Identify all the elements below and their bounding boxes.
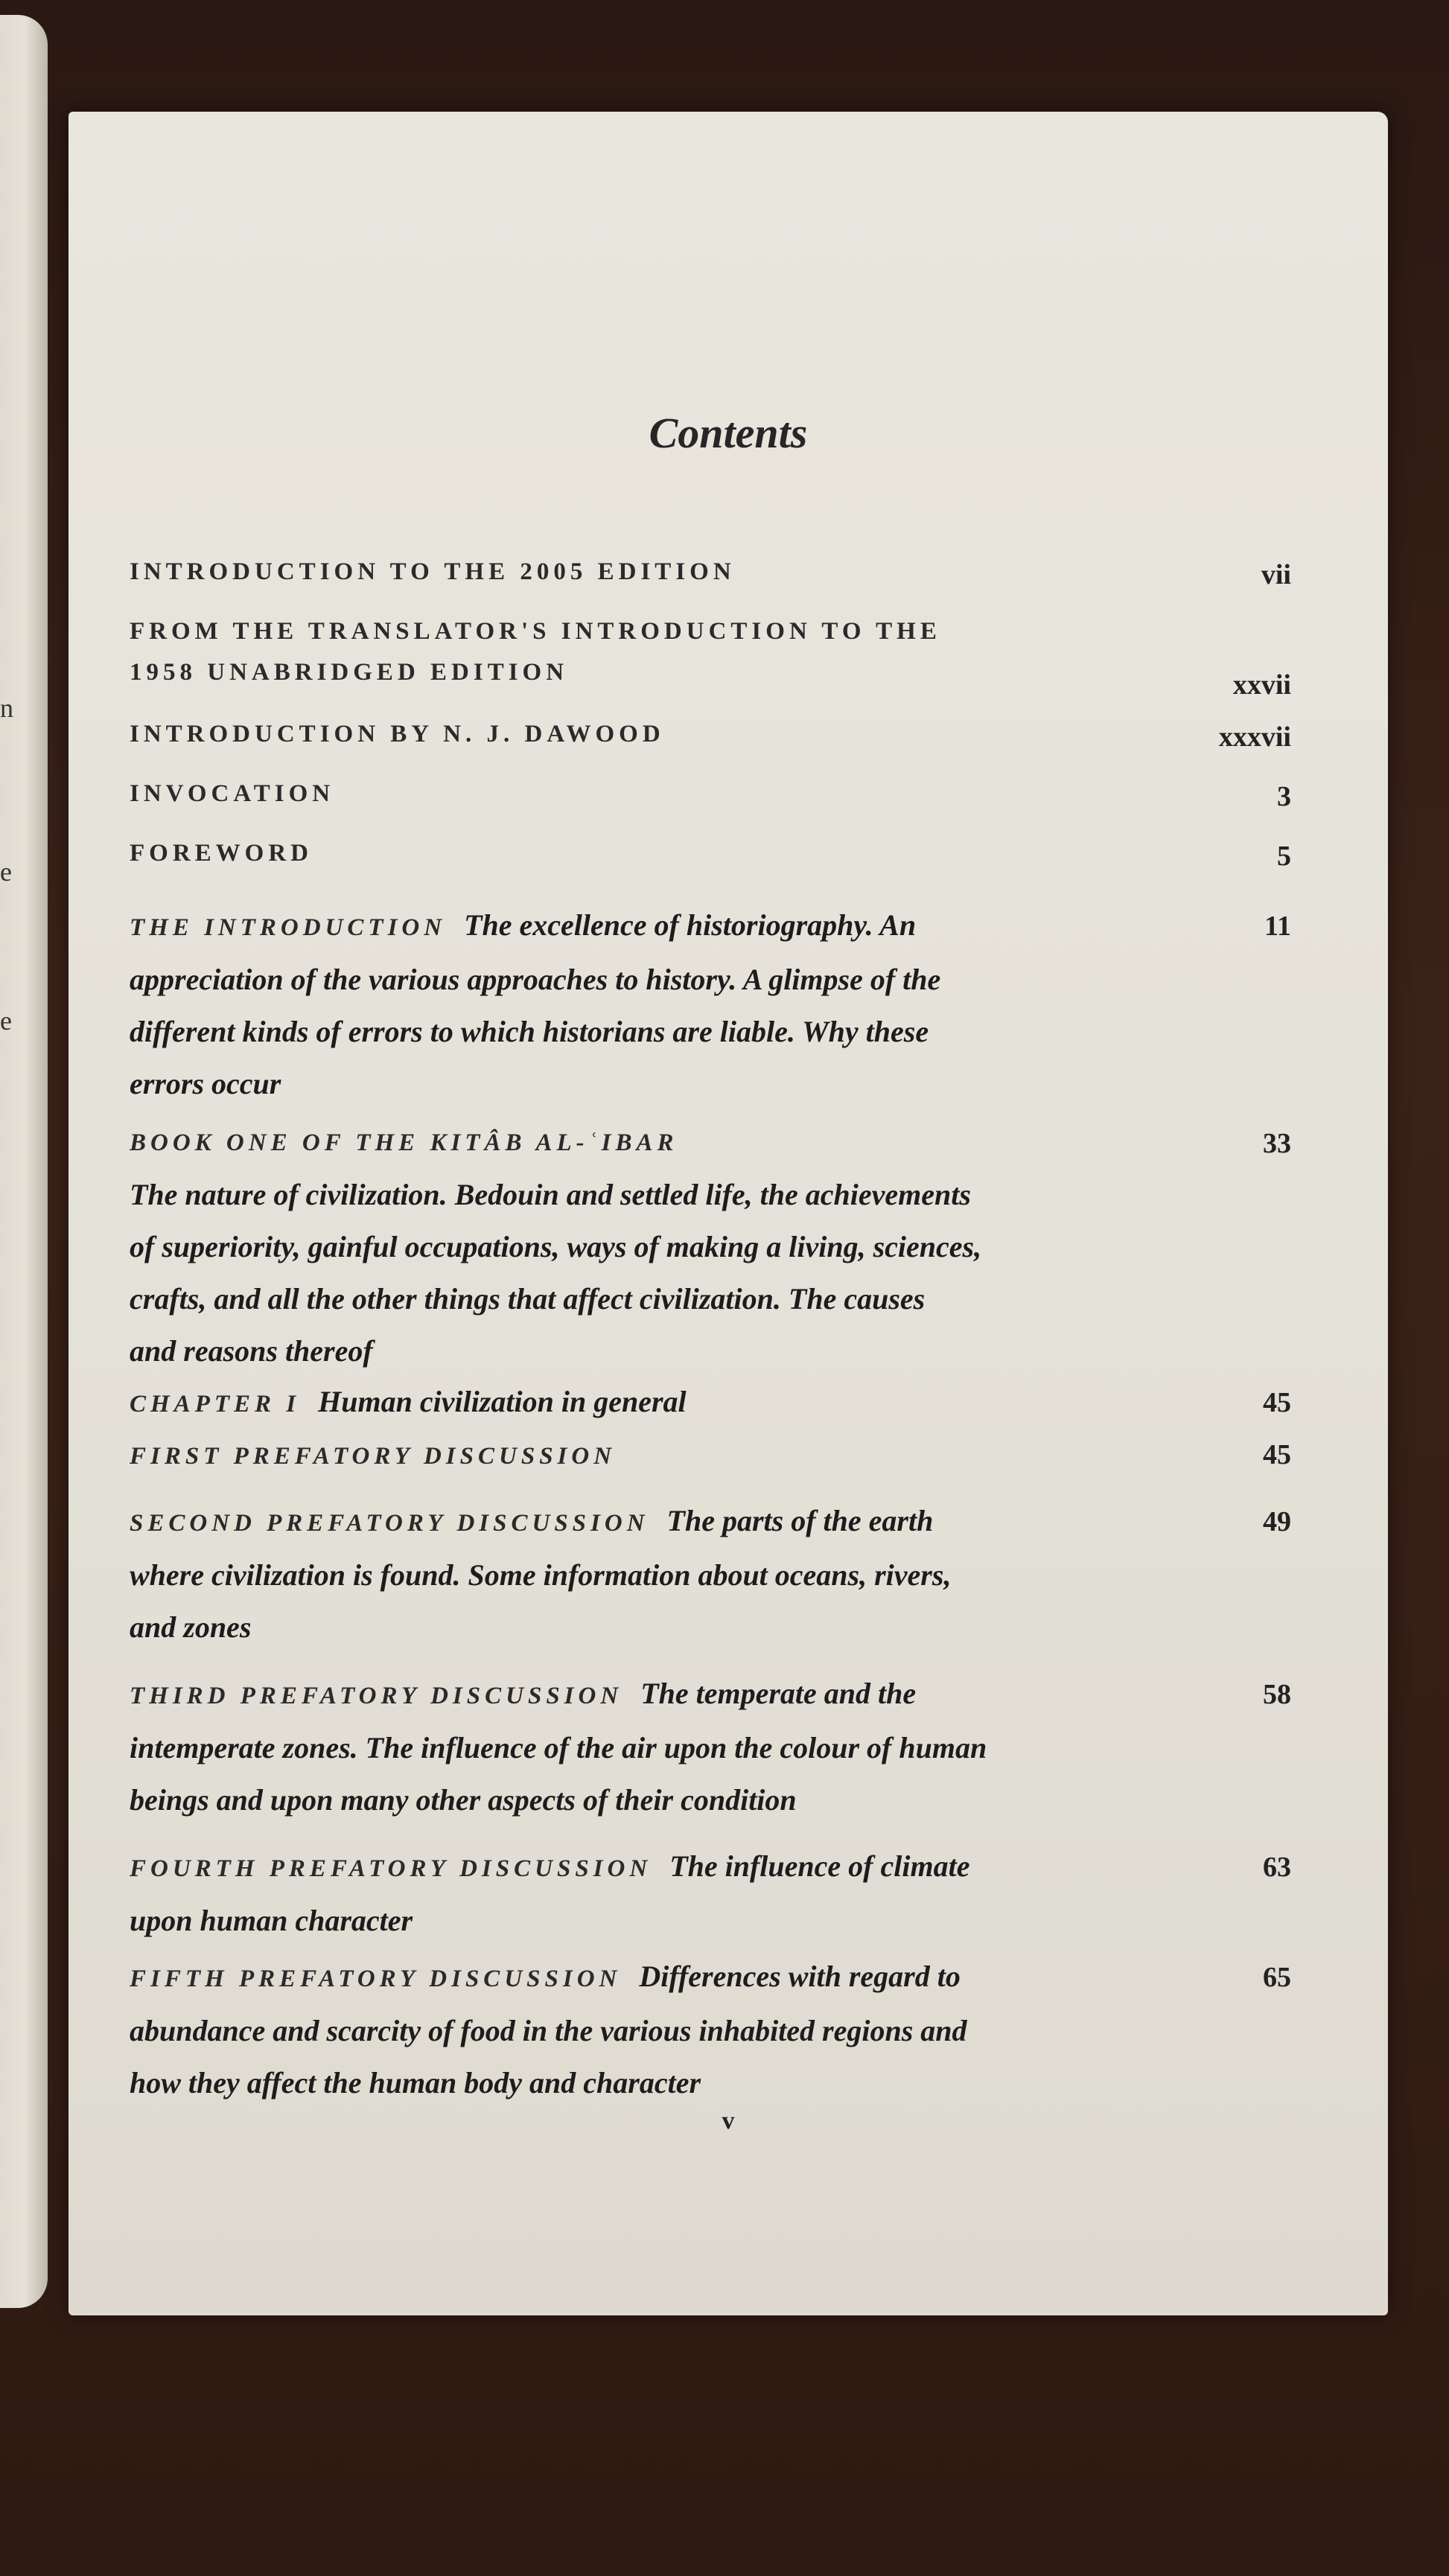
toc-entry [130, 840, 1291, 872]
entry-description-line: appreciation of the various approaches to history. A glimpse of the [130, 963, 941, 996]
entry-heading: FOURTH PREFATORY DISCUSSION [130, 1855, 652, 1882]
entry-heading: FIFTH PREFATORY DISCUSSION [130, 1966, 622, 1992]
entry-page-number: 45 [1263, 1387, 1291, 1418]
entry-description-line: of superiority, gainful occupations, ways of making a living, sciences, [130, 1230, 982, 1263]
toc-entry [130, 1428, 1291, 1482]
entry-description-line: how they affect the human body and character [130, 2066, 701, 2100]
entry-description-line: crafts, and all the other things that affect civilization. The causes [130, 1282, 926, 1316]
entry-description-line: beings and upon many other aspects of their condition [130, 1783, 797, 1817]
page-folio: v [722, 2107, 735, 2135]
entry-page-number: 3 [1277, 781, 1291, 812]
toc-entry [130, 618, 1291, 701]
entry-heading: CHAPTER I [130, 1391, 301, 1418]
entry-description-line: The parts of the earth [666, 1504, 934, 1537]
entry-page-number: 45 [1263, 1439, 1291, 1470]
entry-description-line: where civilization is found. Some information about oceans, rivers, [130, 1558, 952, 1592]
book-page [69, 112, 1388, 2315]
toc-entry [130, 1495, 1291, 1654]
toc-entry [130, 558, 1291, 590]
entry-heading: THIRD PREFATORY DISCUSSION [130, 1683, 623, 1709]
entry-page-number: 5 [1277, 841, 1291, 872]
entry-description-line: The influence of climate [669, 1849, 970, 1883]
facing-page-fragment: e [0, 857, 12, 887]
toc-entry [130, 1840, 1291, 1947]
entry-page-number: xxvii [1232, 669, 1291, 701]
entry-description-line: The nature of civilization. Bedouin and settled life, the achievements [130, 1178, 971, 1211]
entry-description-line: and reasons thereof [130, 1334, 373, 1368]
entry-heading: FROM THE TRANSLATOR'S INTRODUCTION TO THE [130, 618, 941, 645]
entry-description-line: intemperate zones. The influence of the air upon the colour of human [130, 1731, 987, 1764]
entry-description-line: and zones [130, 1610, 252, 1644]
entry-description-line: Differences with regard to [639, 1960, 961, 1993]
toc-entry [130, 899, 1291, 1110]
entry-page-number: 65 [1263, 1962, 1291, 1993]
entry-heading: INTRODUCTION BY N. J. DAWOOD [130, 721, 665, 747]
entry-page-number: vii [1261, 559, 1291, 590]
entry-description-line: errors occur [130, 1067, 281, 1100]
entry-heading: BOOK ONE OF THE KITÂB AL-ʿIBAR [130, 1129, 678, 1156]
entry-heading: THE INTRODUCTION [130, 914, 447, 941]
entry-description-line: Human civilization in general [318, 1385, 687, 1418]
toc-entry [130, 1376, 1291, 1430]
facing-page-fragment: n [0, 693, 13, 723]
entry-page-number: 11 [1264, 911, 1291, 942]
entry-page-number: 49 [1263, 1506, 1291, 1537]
entry-page-number: 33 [1263, 1128, 1291, 1159]
entry-heading: FIRST PREFATORY DISCUSSION [130, 1443, 617, 1470]
entry-page-number: 63 [1263, 1852, 1291, 1883]
facing-page-fragment: e [0, 1006, 12, 1036]
entry-description-line: different kinds of errors to which historians are liable. Why these [130, 1015, 929, 1048]
entry-description-line: The temperate and the [640, 1677, 917, 1710]
entry-description-line: The excellence of historiography. An [464, 908, 917, 942]
entry-page-number: xxxvii [1218, 721, 1291, 753]
entry-heading-continued: 1958 UNABRIDGED EDITION [130, 659, 569, 686]
entry-heading: SECOND PREFATORY DISCUSSION [130, 1510, 649, 1537]
toc-entry [130, 721, 1291, 753]
entry-page-number: 58 [1263, 1679, 1291, 1710]
entry-description-line: abundance and scarcity of food in the various inhabited regions and [130, 2014, 967, 2047]
entry-heading: FOREWORD [130, 840, 313, 867]
toc-entry [130, 780, 1291, 812]
entry-heading: INTRODUCTION TO THE 2005 EDITION [130, 558, 736, 585]
toc-entry [130, 1951, 1291, 2109]
entry-heading: INVOCATION [130, 780, 335, 807]
toc-entry [130, 1668, 1291, 1826]
entry-description-line: upon human character [130, 1904, 413, 1937]
toc-entry [130, 1117, 1291, 1377]
facing-page-edge [0, 15, 48, 2308]
page-title: Contents [649, 409, 808, 457]
